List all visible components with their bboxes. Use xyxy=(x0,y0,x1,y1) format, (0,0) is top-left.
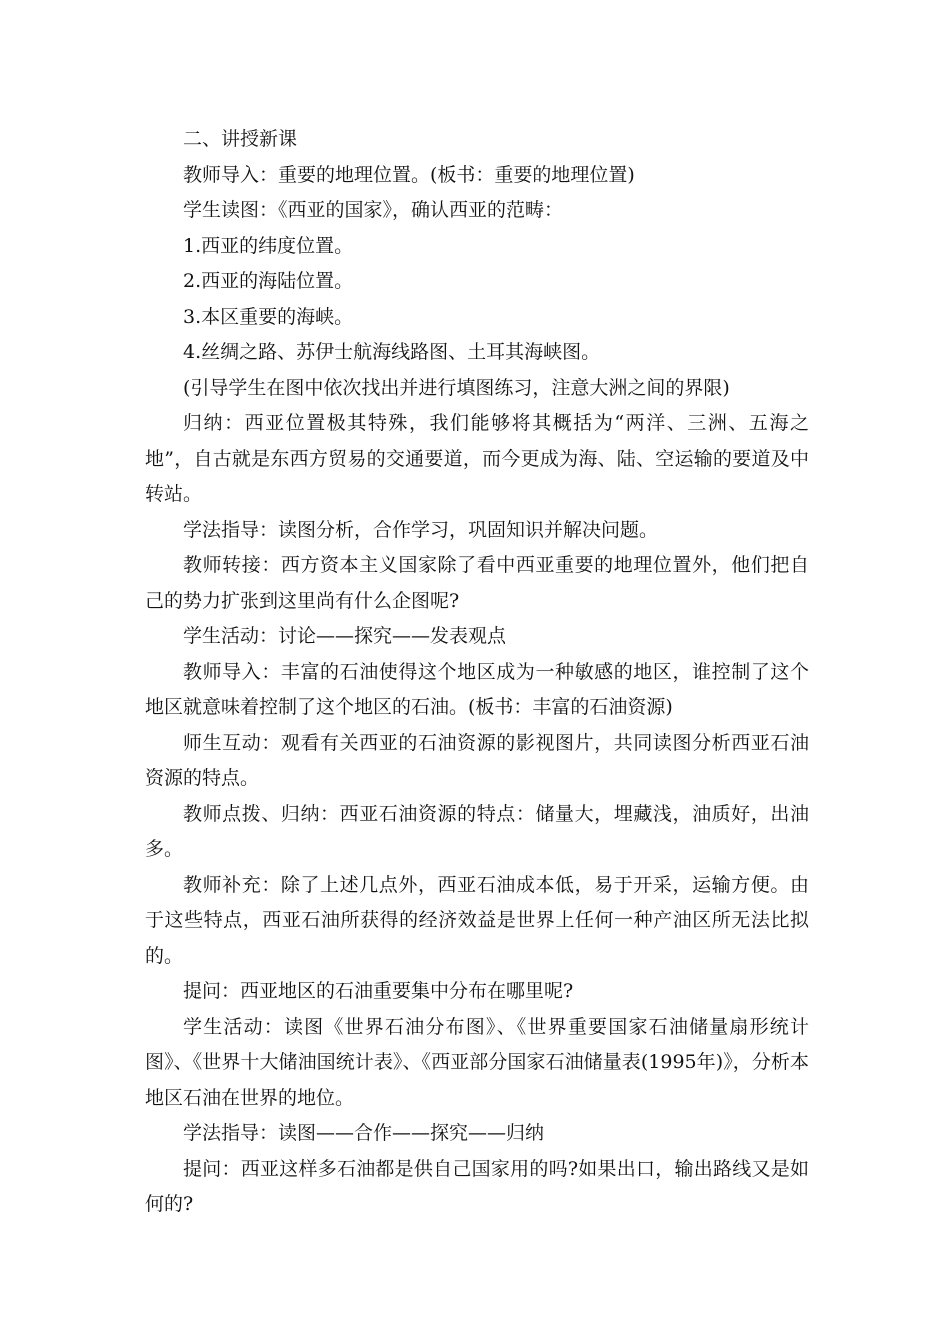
paragraph: 提问：西亚这样多石油都是供自己国家用的吗?如果出口，输出路线又是如何的? xyxy=(145,1157,809,1215)
paragraph: (引导学生在图中依次找出并进行填图练习，注意大洲之间的界限) xyxy=(183,376,730,399)
paragraph: 提问：西亚地区的石油重要集中分布在哪里呢? xyxy=(183,980,574,1002)
paragraph: 学法指导：读图——合作——探究——归纳 xyxy=(183,1122,545,1144)
paragraph: 学生读图：《西亚的国家》，确认西亚的范畴： xyxy=(183,199,564,221)
list-item: 3.本区重要的海峡。 xyxy=(183,305,354,328)
paragraph: 教师导入：丰富的石油使得这个地区成为一种敏感的地区，谁控制了这个地区就意味着控制了这个地区的石油。(板书：丰富的石油资源) xyxy=(145,660,809,718)
list-item: 1.西亚的纬度位置。 xyxy=(183,234,354,257)
paragraph: 学法指导：读图分析，合作学习，巩固知识并解决问题。 xyxy=(183,518,659,541)
paragraph: 教师补充：除了上述几点外，西亚石油成本低，易于开采，运输方便。由于这些特点，西亚石油所获得的经济效益是世界上任何一种产油区所无法比拟的。 xyxy=(145,873,809,967)
paragraph: 师生互动：观看有关西亚的石油资源的影视图片，共同读图分析西亚石油资源的特点。 xyxy=(145,731,809,789)
paragraph: 学生活动：读图《世界石油分布图》、《世界重要国家石油储量扇形统计图》、《世界十大储油国统计表》、《西亚部分国家石油储量表(1995年)》，分析本地区石油在世界的地位。 xyxy=(145,1015,809,1109)
paragraph: 归纳：西亚位置极其特殊，我们能够将其概括为“两洋、三洲、五海之地”，自古就是东西方贸易的交通要道，而今更成为海、陆、空运输的要道及中转站。 xyxy=(145,412,809,505)
paragraph: 教师转接：西方资本主义国家除了看中西亚重要的地理位置外，他们把自己的势力扩张到这里尚有什么企图呢? xyxy=(145,554,809,612)
document-body xyxy=(145,122,809,1223)
list-item: 2.西亚的海陆位置。 xyxy=(183,270,354,292)
paragraph: 学生活动：讨论——探究——发表观点 xyxy=(183,625,507,647)
list-item: 4.丝绸之路、苏伊士航海线路图、土耳其海峡图。 xyxy=(183,341,601,363)
section-heading: 二、讲授新课 xyxy=(183,128,298,150)
paragraph: 教师导入：重要的地理位置。(板书：重要的地理位置) xyxy=(183,163,635,186)
paragraph: 教师点拨、归纳：西亚石油资源的特点：储量大，埋藏浅，油质好，出油多。 xyxy=(145,802,809,860)
